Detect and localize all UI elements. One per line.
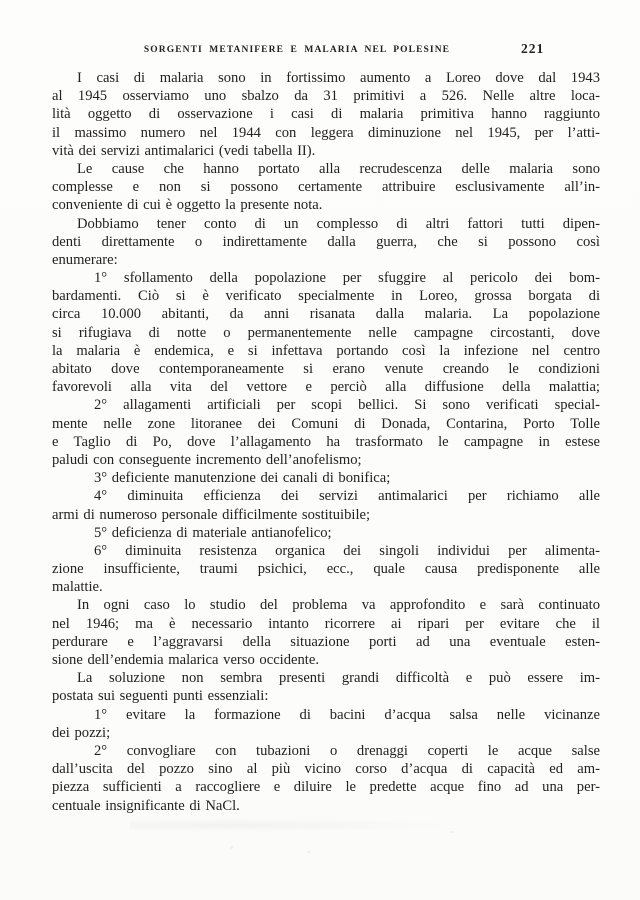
running-header bbox=[0, 0, 640, 60]
text-line: Dobbiamo tener conto di un complesso di altri fattori tutti dipen- bbox=[77, 215, 600, 232]
text-line: vità dei servizi antimalarici (vedi tabella II). bbox=[52, 142, 316, 159]
numbered-item bbox=[52, 269, 600, 396]
text-line: nel 1946; ma è necessario intanto ricorrere ai ripari per evitare che il bbox=[52, 615, 600, 632]
paragraph bbox=[52, 69, 600, 160]
scan-speck bbox=[307, 851, 310, 853]
numbered-item bbox=[52, 706, 600, 742]
text-line: 2° allagamenti artificiali per scopi bellici. Si sono verificati special- bbox=[94, 397, 600, 414]
text-line: il massimo numero nel 1944 con leggera diminuzione nel 1945, per l’atti- bbox=[52, 124, 600, 141]
text-line: 1° evitare la formazione di bacini d’acqua salsa nelle vicinanze bbox=[94, 706, 600, 723]
text-line: si rifugiava di notte o permanentemente nelle campagne circostanti, dove bbox=[52, 324, 600, 341]
text-line: piezza sufficienti a raccogliere e diluire le predette acque fino ad una per- bbox=[52, 779, 600, 796]
text-block bbox=[52, 69, 600, 815]
text-line: zione insufficiente, traumi psichici, ecc., quale causa predisponente alle bbox=[52, 561, 600, 578]
text-line: dei pozzi; bbox=[52, 724, 111, 741]
text-line: complesse e non si possono certamente attribuire esclusivamente all’in- bbox=[52, 179, 600, 196]
text-line: 1° sfollamento della popolazione per sfuggire al pericolo dei bom- bbox=[94, 270, 600, 287]
paragraph bbox=[52, 160, 600, 215]
text-line: circa 10.000 abitanti, da anni risanata dalla malaria. La popolazione bbox=[52, 306, 600, 323]
text-line: lità oggetto di osservazione i casi di malaria primitiva hanno raggiunto bbox=[52, 106, 600, 123]
numbered-item bbox=[52, 542, 600, 597]
text-line: postata sui seguenti punti essenziali: bbox=[52, 688, 269, 705]
text-line: I casi di malaria sono in fortissimo aumento a Loreo dove dal 1943 bbox=[77, 70, 600, 86]
page-number: 221 bbox=[521, 41, 545, 56]
scan-ghost-smudge bbox=[130, 818, 460, 832]
numbered-item bbox=[52, 487, 600, 523]
text-line: conveniente di cui è oggetto la presente nota. bbox=[52, 197, 323, 214]
text-line: sione dell’endemia malarica verso occidente. bbox=[52, 652, 319, 668]
text-line: Le cause che hanno portato alla recrudescenza delle malaria sono bbox=[77, 160, 600, 177]
numbered-item bbox=[52, 469, 600, 487]
text-line: favorevoli alla vita del vettore e perciò alla diffusione della malattia; bbox=[52, 379, 600, 396]
text-line: enumerare: bbox=[52, 251, 118, 268]
text-line: armi di numeroso personale difficilmente sostituibile; bbox=[52, 506, 371, 523]
text-line: 2° convogliare con tubazioni o drenaggi coperti le acque salse bbox=[94, 742, 600, 759]
running-header-title: SORGENTI METANIFERE E MALARIA NEL POLESINE bbox=[143, 45, 451, 55]
numbered-item bbox=[52, 524, 600, 542]
text-line: centuale insignificante di NaCl. bbox=[52, 797, 240, 814]
text-line: 6° diminuita resistenza organica dei singoli individui per alimenta- bbox=[94, 542, 600, 559]
text-line: la malaria è endemica, e si infettava portando così la infezione nel centro bbox=[52, 342, 600, 359]
text-line: bardamenti. Ciò si è verificato specialmente in Loreo, grossa borgata di bbox=[52, 288, 600, 305]
paragraph bbox=[52, 215, 600, 270]
text-line: al 1945 osserviamo uno sbalzo da 31 primitivi a 526. Nelle altre loca- bbox=[52, 88, 600, 105]
text-line: abitato dove contemporaneamente si erano venute creando le condizioni bbox=[52, 361, 600, 377]
text-line: mente nelle zone litoranee dei Comuni di Donada, Contarina, Porto Tolle bbox=[52, 415, 600, 432]
text-line: paludi con conseguente incremento dell’anofelismo; bbox=[52, 451, 362, 468]
scan-speck bbox=[230, 846, 233, 849]
paragraph bbox=[52, 669, 600, 705]
text-line: malattie. bbox=[52, 579, 103, 596]
numbered-item bbox=[52, 742, 600, 815]
text-line: dall’uscita del pozzo sino al più vicino corso d’acqua di capacità ed am- bbox=[52, 761, 600, 778]
text-line: denti direttamente o indirettamente dalla guerra, che si possono così bbox=[52, 233, 600, 250]
text-line: e Taglio di Po, dove l’allagamento ha trasformato le campagne in estese bbox=[52, 433, 600, 450]
numbered-item bbox=[52, 396, 600, 469]
text-line: La soluzione non sembra presenti grandi difficoltà e può essere im- bbox=[77, 670, 600, 687]
text-line: perdurare e l’aggravarsi della situazione porti ad una eventuale esten- bbox=[52, 633, 600, 650]
scan-speck bbox=[450, 831, 454, 833]
text-line: 4° diminuita efficienza dei servizi antimalarici per richiamo alle bbox=[94, 488, 600, 505]
paragraph bbox=[52, 596, 600, 669]
text-line: 5° deficienza di materiale antianofelico; bbox=[94, 524, 332, 541]
text-line: In ogni caso lo studio del problema va approfondito e sarà continuato bbox=[77, 597, 600, 614]
text-line: 3° deficiente manutenzione dei canali di bonifica; bbox=[94, 470, 391, 487]
